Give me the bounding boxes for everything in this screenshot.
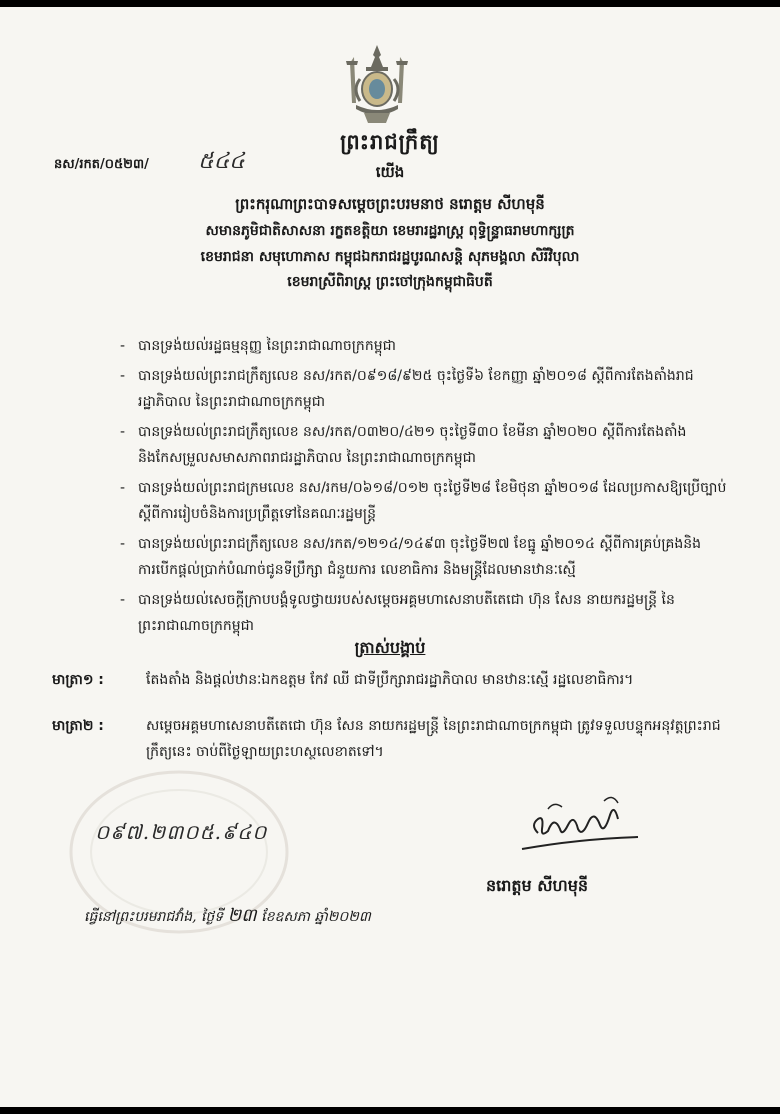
place-date-prefix: ធ្វើនៅព្រះបរមរាជវាំង, ថ្ងៃទី bbox=[84, 909, 224, 925]
reference-number: នស/រកត/០៥២៣/ bbox=[54, 157, 149, 172]
royal-title-line-1: ព្រះករុណាព្រះបាទសម្តេចព្រះបរមនាថ នរោត្តម សីហមុនី bbox=[235, 195, 545, 213]
article-1-label: មាត្រា១ : bbox=[52, 672, 104, 688]
royal-title-line-2: សមានភូមិជាតិសាសនា រក្ខតខត្តិយា ខេមរារដ្ឋរាស្ត្រ ពុទ្ធិន្ទ្រាធរាមហាក្សត្រ bbox=[205, 223, 575, 239]
reference-handwritten-number: ៥៤៤ bbox=[198, 149, 245, 174]
document-title: ព្រះរាជក្រឹត្យ bbox=[340, 130, 440, 154]
preamble-item: - បានទ្រង់យល់ព្រះរាជក្រមលេខ នស/រកម/០៦១៨/០១២ ចុះថ្ងៃទី២៨ ខែមិថុនា ឆ្នាំ២០១៨ ដែលប្រកាសឱ្យប្រើច្បាប់ស្តីពីការរៀបចំនិងការប្រព្រឹត្តទៅនៃគណៈរដ្ឋមន្ត្រី bbox=[120, 480, 727, 522]
royal-title-line-3: ខេមរាជនា សមុហោភាស កម្ពុជឯករាជរដ្ឋបូរណសន្តិ សុភមង្គលា សិរីវិបុលា bbox=[200, 249, 580, 265]
preamble-item: - បានទ្រង់យល់ព្រះរាជក្រឹត្យលេខ នស/រកត/១២១៤/១៤៩៣ ចុះថ្ងៃទី២៧ ខែធ្នូ ឆ្នាំ២០១៤ ស្តីពីការគ្រប់គ្រងនិងការបើកផ្តល់ប្រាក់បំណាច់ជូនទីប្រឹក្សា ជំនួយការ លេខាធិការ និងមន្ត្រីដែលមានឋានៈស្មើ bbox=[120, 536, 702, 578]
place-date-suffix: ខែឧសភា ឆ្នាំ២០២៣ bbox=[261, 909, 371, 925]
place-and-date bbox=[84, 903, 371, 930]
royal-coat-of-arms-icon bbox=[338, 43, 416, 125]
article-2 bbox=[52, 713, 742, 760]
article-1-text: តែងតាំង និងផ្តល់ឋានៈឯកឧត្តម កែវ ឈី ជាទីប្រឹក្សារាជរដ្ឋាភិបាល មានឋានៈស្មើ រដ្ឋលេខាធិការ។ bbox=[146, 672, 634, 688]
preamble-item: - បានទ្រង់យល់ព្រះរាជក្រឹត្យលេខ នស/រកត/០៣២០/៤២១ ចុះថ្ងៃទី៣០ ខែមីនា ឆ្នាំ២០២០ ស្តីពីការតែងតាំង និងកែសម្រួលសមាសភាពរាជរដ្ឋាភិបាល នៃព្រះរាជាណាចក្រកម្ពុជា bbox=[120, 424, 687, 466]
royal-title-line-4: ខេមរាស្រីពិរាស្ត្រ ព្រះចៅក្រុងកម្ពុជាធិបតី bbox=[287, 274, 493, 290]
article-2-text: សម្តេចអគ្គមហាសេនាបតីតេជោ ហ៊ុន សែន នាយករដ្ឋមន្ត្រី នៃព្រះរាជាណាចក្រកម្ពុជា ត្រូវទទួលបន្ទុកអនុវត្តព្រះរាជក្រឹត្យនេះ ចាប់ពីថ្ងៃឡាយព្រះហស្ថលេខាតទៅ។ bbox=[146, 718, 721, 760]
we-heading: យើង bbox=[375, 163, 405, 181]
signatory-name: នរោត្តម សីហមុនី bbox=[486, 876, 589, 895]
preamble-item: - បានទ្រង់យល់រដ្ឋធម្មនុញ្ញ នៃព្រះរាជាណាចក្រកម្ពុជា bbox=[120, 338, 396, 354]
article-1 bbox=[52, 667, 742, 693]
preamble-list bbox=[120, 333, 740, 643]
preamble-item: - បានទ្រង់យល់សេចក្តីក្រាបបង្គំទូលថ្វាយរបស់សម្តេចអគ្គមហាសេនាបតីតេជោ ហ៊ុន សែន នាយករដ្ឋមន្ត្រី នៃព្រះរាជាណាចក្រកម្ពុជា bbox=[120, 592, 675, 634]
decree-heading: ត្រាស់បង្គាប់ bbox=[354, 638, 426, 657]
place-date-day: ២៣ bbox=[227, 905, 257, 926]
preamble-item: - បានទ្រង់យល់ព្រះរាជក្រឹត្យលេខ នស/រកត/០៩១៨/៩២៥ ចុះថ្ងៃទី៦ ខែកញ្ញា ឆ្នាំ២០១៨ ស្តីពីការតែងតាំងរាជរដ្ឋាភិបាល នៃព្រះរាជាណាចក្រកម្ពុជា bbox=[120, 368, 694, 410]
article-2-label: មាត្រា២ : bbox=[52, 718, 104, 734]
decree-page bbox=[0, 7, 780, 1107]
royal-signature bbox=[508, 785, 648, 865]
handwritten-date-annotation: ០៩៧.២៣០៥.៩៤០ bbox=[95, 820, 268, 844]
